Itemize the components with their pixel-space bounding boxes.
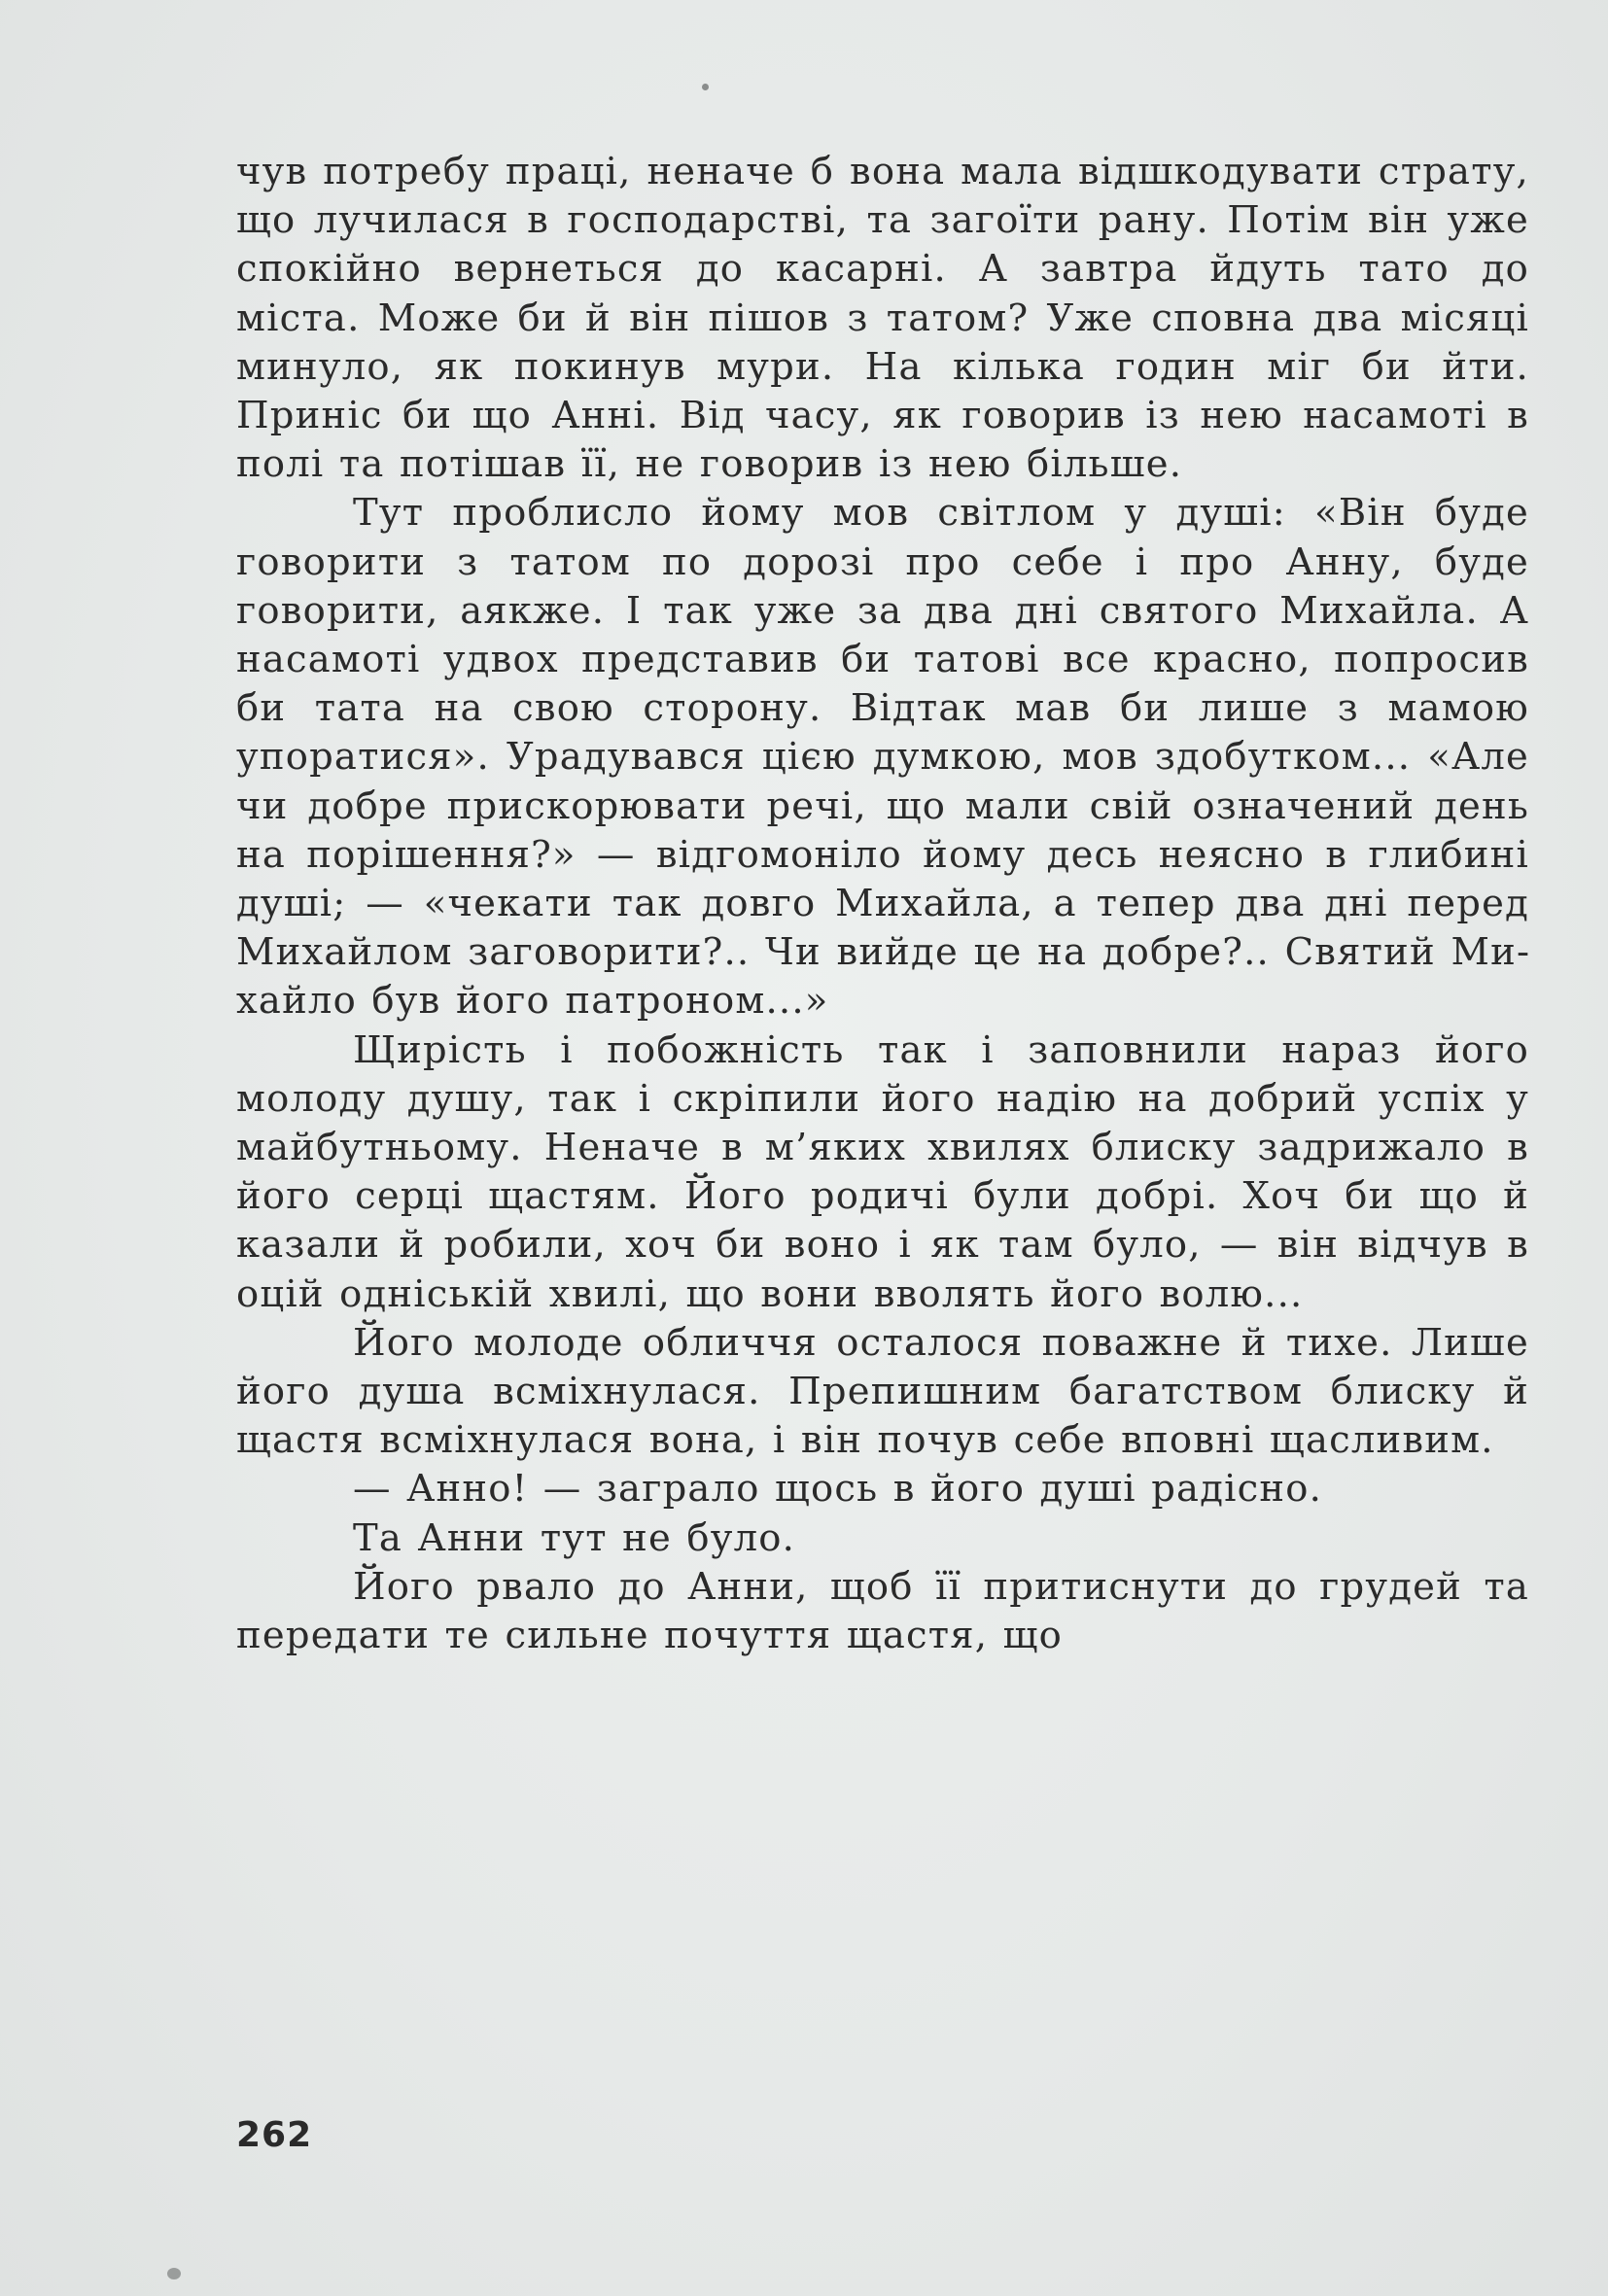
paragraph-7: Його рвало до Анни, щоб її притиснути до грудей та передати те сильне почуття щастя, що	[236, 1564, 1529, 1658]
paragraph-3: Щирість і побожність так і заповнили нараз його молоду душу, так і скріпили його надію на добрий успіх у майбутньому. Неначе в м’яких хвилях блиску задрижало в його серці щастям. Його родичі були добрі. Хоч би що й казали й робили, хоч би воно і як там було, — він відчув в оцій одніській хвилі, що вони вволять його волю...	[236, 1027, 1529, 1316]
ink-speck	[702, 84, 709, 90]
paragraph-5: — Анно! — заграло щось в його душі радісно.	[353, 1467, 1323, 1512]
paragraph-2: Тут проблисло йому мов світлом у душі: «Він буде говорити з татом по дорозі про себе і про Анну, буде говорити, аякже. І так уже за два дні святого Михайла. А насамоті удвох представив би татові все красно, попросив би тата на свою сторону. Відтак мав би лише з мамою упоратися». Урадувався цією думкою, мов здобутком... «Але чи добре прискорювати речі, що мали свій означений день на порішення?» — відгомоніло йому десь неясно в глибині душі; — «чекати так довго Михайла, а тепер два дні перед Михайлом заговорити?.. Чи вийде це на добре?.. Святий Михайло був його патроном...»	[236, 491, 1529, 1024]
paragraph-4: Його молоде обличчя осталося поважне й тихе. Лише його душа всміхнулася. Препишним багатством блиску й щастя всміхнулася вона, і він почув себе вповні щасливим.	[236, 1320, 1529, 1463]
paragraph-6: Та Анни тут не було.	[353, 1515, 796, 1560]
body-text	[236, 148, 1529, 1660]
paragraph-1: чув потребу праці, неначе б вона мала відшкодувати страту, що лучилася в господарстві, та загоїти рану. Потім він уже спокійно вернеться до касарні. А завтра йдуть тато до міста. Може би й він пішов з татом? Уже сповна два місяці минуло, як покинув мури. На кілька годин міг би йти. Приніс би що Анні. Від часу, як говорив із нею насамоті в полі та потішав її, не говорив із нею більше.	[236, 150, 1529, 487]
ink-speck	[167, 2268, 181, 2279]
page-number: 262	[236, 2115, 313, 2155]
